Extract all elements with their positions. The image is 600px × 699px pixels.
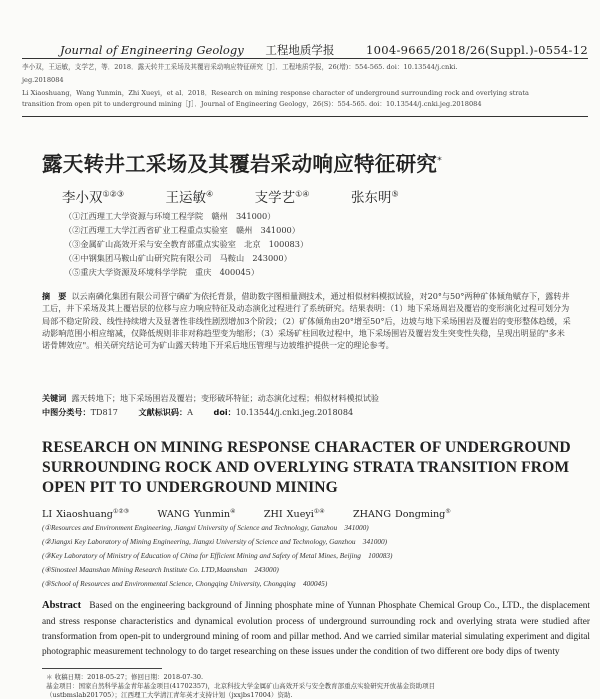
author-cn-3: 支学艺①④ — [254, 189, 310, 206]
author-cn-2: 王运敏④ — [165, 189, 214, 206]
author-en-2: WANG Yunmin④ — [157, 508, 236, 521]
affiliation-en-3: (③Key Laboratory of Ministry of Education of China for Efficient Mining and Safety of Metal Mines, Beijing 100083) — [42, 551, 393, 560]
authors-en — [42, 508, 451, 520]
author-cn-1: 李小双①②③ — [62, 189, 125, 206]
affiliation-en-5: (⑤School of Resources and Environmental Science, Chongqing University, Chongqing 400045) — [42, 579, 328, 588]
footnote-rule — [42, 668, 162, 669]
paper-title-cn-text: 露天转井工采场及其覆岩采动响应特征研究 — [42, 152, 438, 176]
affiliation-en-2: (②Jiangxi Key Laboratory of Mining Engineering, Jiangxi University of Science and Technology, Ganzhou 341000) — [42, 537, 388, 546]
doi-value: 10.13544/j.cnki.jeg.2018084 — [235, 407, 354, 417]
abstract-en-label: Abstract — [42, 600, 82, 611]
journal-name: Journal of Engineering Geology — [60, 43, 244, 57]
keywords-cn-label: 关键词 — [42, 393, 67, 403]
abstract-cn-text: 以云南磷化集团有限公司晋宁磷矿为依托背景，借助数字图相量测技术，通过相似材料模拟试验，对20°与50°两种矿体倾角赋存下，露转井工后，井下采场及其上覆岩层的位移与应力响应特征及动态演化过程进行了系统研究。结果表明：（1）地下采场周岩及覆岩的变形演化过程可划分为局部不稳定阶段、线性持续增大及显著性非线性剧烈增加3个阶段；（2）矿体倾角由20°增至50°后，边坡与地下采场围岩及覆岩的变形整体趋缓，采动影响范围小相应缩减，仅降低规则非非对称趋型变为缩形；（3）采场矿柱回收过程中，地下采场围岩及覆岩发生突变性失稳，呈现出明显的"多米诺骨牌效应"。相关研究结论可为矿山露天转地下开采后地压管理与边坡维护提供一定的理论参考。 — [42, 291, 571, 351]
citation-en-line1: Li Xiaoshuang，Wang Yunmin，Zhi Xueyi，et al．2018．Research on mining response character of underground surrounding rock and overlying strata — [22, 89, 529, 97]
citation-cn-line2: jeg.2018084 — [22, 76, 64, 84]
affiliation-cn-4: （④中钢集团马鞍山矿山研究院有限公司 马鞍山 243000） — [64, 253, 292, 263]
citation-cn-line1: 李小双，王运敏，支学艺，等．2018．露天转井工采场及其覆岩采动响应特征研究［J］．工程地质学报，26(增)：554-565. doi：10.13544/j.cnki. — [22, 63, 458, 71]
clc-label: 中图分类号： — [42, 407, 91, 417]
title-footnote-mark: * — [437, 156, 443, 167]
classification-cn — [42, 407, 353, 418]
abstract-cn — [42, 290, 572, 351]
running-header — [60, 42, 588, 58]
author-en-3: ZHI Xueyi①④ — [263, 508, 325, 521]
citation-en-line2: transition from open pit to underground mining［J］．Journal of Engineering Geology，26(S)：554-565. doi：10.13544/j.cnki.jeg.2018084 — [22, 100, 482, 108]
issn-page-range: 1004-9665/2018/26(Suppl.)-0554-12 — [366, 43, 588, 57]
author-cn-4: 张东明⑤ — [350, 189, 399, 206]
affiliation-cn-2: （②江西理工大学江西省矿业工程重点实验室 赣州 341000） — [64, 225, 300, 235]
author-en-4: ZHANG Dongming⑤ — [352, 508, 451, 521]
abstract-en — [42, 598, 590, 659]
journal-name-cn: 工程地质学报 — [265, 43, 335, 57]
abstract-en-text: Based on the engineering background of Jinning phosphate mine of Yunnan Phosphate Chemical Group Co., LTD., the displacement and stress response characteristics and dynamical evolution process of underground surrounding rock and overlying strata were studied after transformation from open-pit to underground mining of room and pillar method. And we carried similar material simulating experiment and digital photographic measurement technology to do target researching on these issues under the condition of two different ore body dips of twenty — [42, 601, 590, 657]
paper-title-cn — [42, 147, 442, 177]
affiliation-cn-1: （①江西理工大学资源与环境工程学院 赣州 341000） — [64, 211, 276, 221]
footnote-received: ＊ 收稿日期：2018-05-27；修回日期：2018-07-30. — [46, 673, 204, 681]
affiliation-cn-5: （⑤重庆大学资源及环境科学学院 重庆 400045） — [64, 267, 260, 277]
affiliation-en-4: (④Sinosteel Maanshan Mining Research Institute Co. LTD,Maanshan 243000) — [42, 565, 279, 574]
author-en-1: LI Xiaoshuang①②③ — [42, 508, 130, 521]
header-rule — [22, 58, 588, 59]
doc-code-label: 文献标识码： — [138, 407, 188, 417]
clc-value: TD817 — [90, 407, 118, 417]
paper-title-en: RESEARCH ON MINING RESPONSE CHARACTER OF UNDERGROUND SURROUNDING ROCK AND OVERLYING STRATA TRANSITION FROM OPEN PIT TO UNDERGROUND MINING — [42, 439, 571, 496]
footnote-fund-line2: （ustbmslab201705）；江西理工大学清江青年英才支持计划（jxxjbs17004）资助. — [46, 691, 293, 699]
keywords-cn — [42, 393, 379, 404]
doi-label: doi： — [213, 407, 236, 417]
citation-rule — [22, 116, 588, 117]
doc-code-value: A — [187, 407, 193, 417]
affiliation-en-1: (①Resources and Environment Engineering, Jiangxi University of Science and Technology, Ganzhou 341000) — [42, 523, 369, 532]
footnote-fund-line1: 基金项目：国家自然科学基金青年基金项目(41702357)，北京科技大学金属矿山高效开采与安全教育部重点实验研究开放基金资助项目 — [46, 682, 436, 690]
abstract-cn-label: 摘 要 — [42, 291, 67, 301]
affiliation-cn-3: （③金属矿山高效开采与安全教育部重点实验室 北京 100083） — [64, 239, 309, 249]
authors-cn — [62, 186, 399, 206]
keywords-cn-text: 露天转地下；地下采场围岩及覆岩；变形破坏特征；动态演化过程；相似材料模拟试验 — [71, 393, 380, 403]
